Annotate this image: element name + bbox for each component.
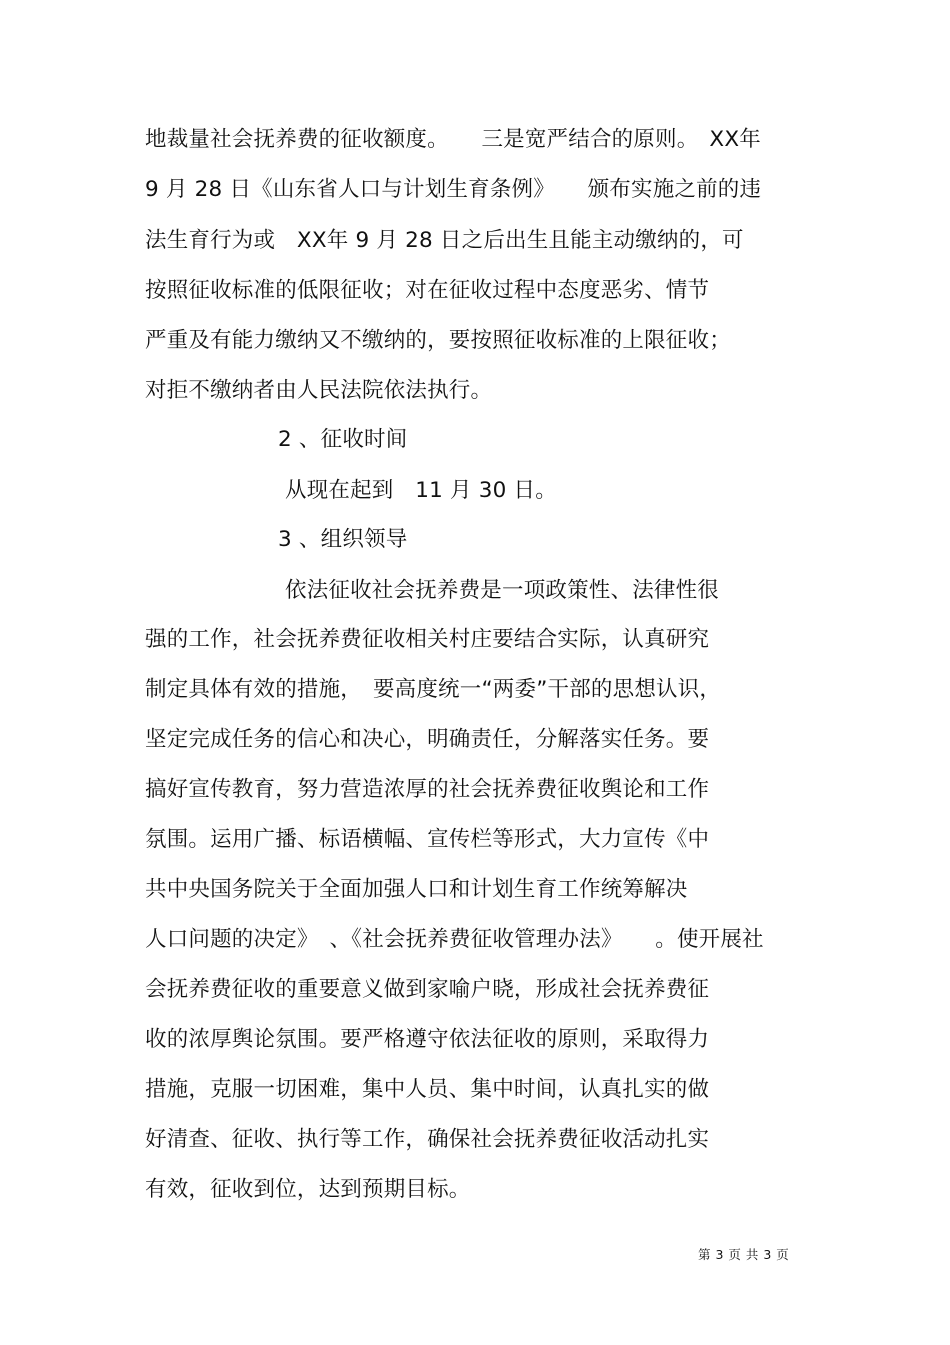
body-text-line: 从现在起到 11 月 30 日。 — [285, 478, 557, 503]
section-heading: 2 、征收时间 — [278, 427, 408, 452]
body-text-line: 收的浓厚舆论氛围。要严格遵守依法征收的原则，采取得力 — [145, 1027, 710, 1052]
body-text-line: 制定具体有效的措施， 要高度统一“两委”干部的思想认识， — [145, 677, 722, 702]
body-text-line: 氛围。运用广播、标语横幅、宣传栏等形式，大力宣传《中 — [145, 827, 710, 852]
body-text-line: 共中央国务院关于全面加强人口和计划生育工作统筹解决 — [145, 877, 688, 902]
body-text-line: 会抚养费征收的重要意义做到家喻户晓，形成社会抚养费征 — [145, 977, 710, 1002]
body-text-line: 强的工作，社会抚养费征收相关村庄要结合实际，认真研究 — [145, 627, 710, 652]
page-number: 第 3 页 共 3 页 — [698, 1247, 790, 1262]
body-text-line: 坚定完成任务的信心和决心，明确责任，分解落实任务。要 — [145, 727, 710, 752]
body-text-line: 人口问题的决定》 、《社会抚养费征收管理办法》 。使开展社 — [145, 927, 764, 952]
body-text-line: 措施，克服一切困难，集中人员、集中时间，认真扎实的做 — [145, 1077, 710, 1102]
body-text-line: 9 月 28 日《山东省人口与计划生育条例》 颁布实施之前的违 — [145, 177, 762, 202]
body-text-line: 好清查、征收、执行等工作，确保社会抚养费征收活动扎实 — [145, 1127, 710, 1152]
body-text-line: 严重及有能力缴纳又不缴纳的，要按照征收标准的上限征收； — [145, 328, 731, 353]
body-text-line: 搞好宣传教育，努力营造浓厚的社会抚养费征收舆论和工作 — [145, 777, 710, 802]
body-text-line: 对拒不缴纳者由人民法院依法执行。 — [145, 378, 493, 403]
body-text-line: 依法征收社会抚养费是一项政策性、法律性很 — [285, 578, 720, 603]
body-text-line: 按照征收标准的低限征收；对在征收过程中态度恶劣、情节 — [145, 278, 710, 303]
body-text-line: 地裁量社会抚养费的征收额度。 三是宽严结合的原则。 XX年 — [145, 127, 761, 152]
body-text-line: 有效，征收到位，达到预期目标。 — [145, 1177, 471, 1202]
section-heading: 3 、组织领导 — [278, 527, 408, 552]
body-text-line: 法生育行为或 XX年 9 月 28 日之后出生且能主动缴纳的，可 — [145, 228, 744, 253]
